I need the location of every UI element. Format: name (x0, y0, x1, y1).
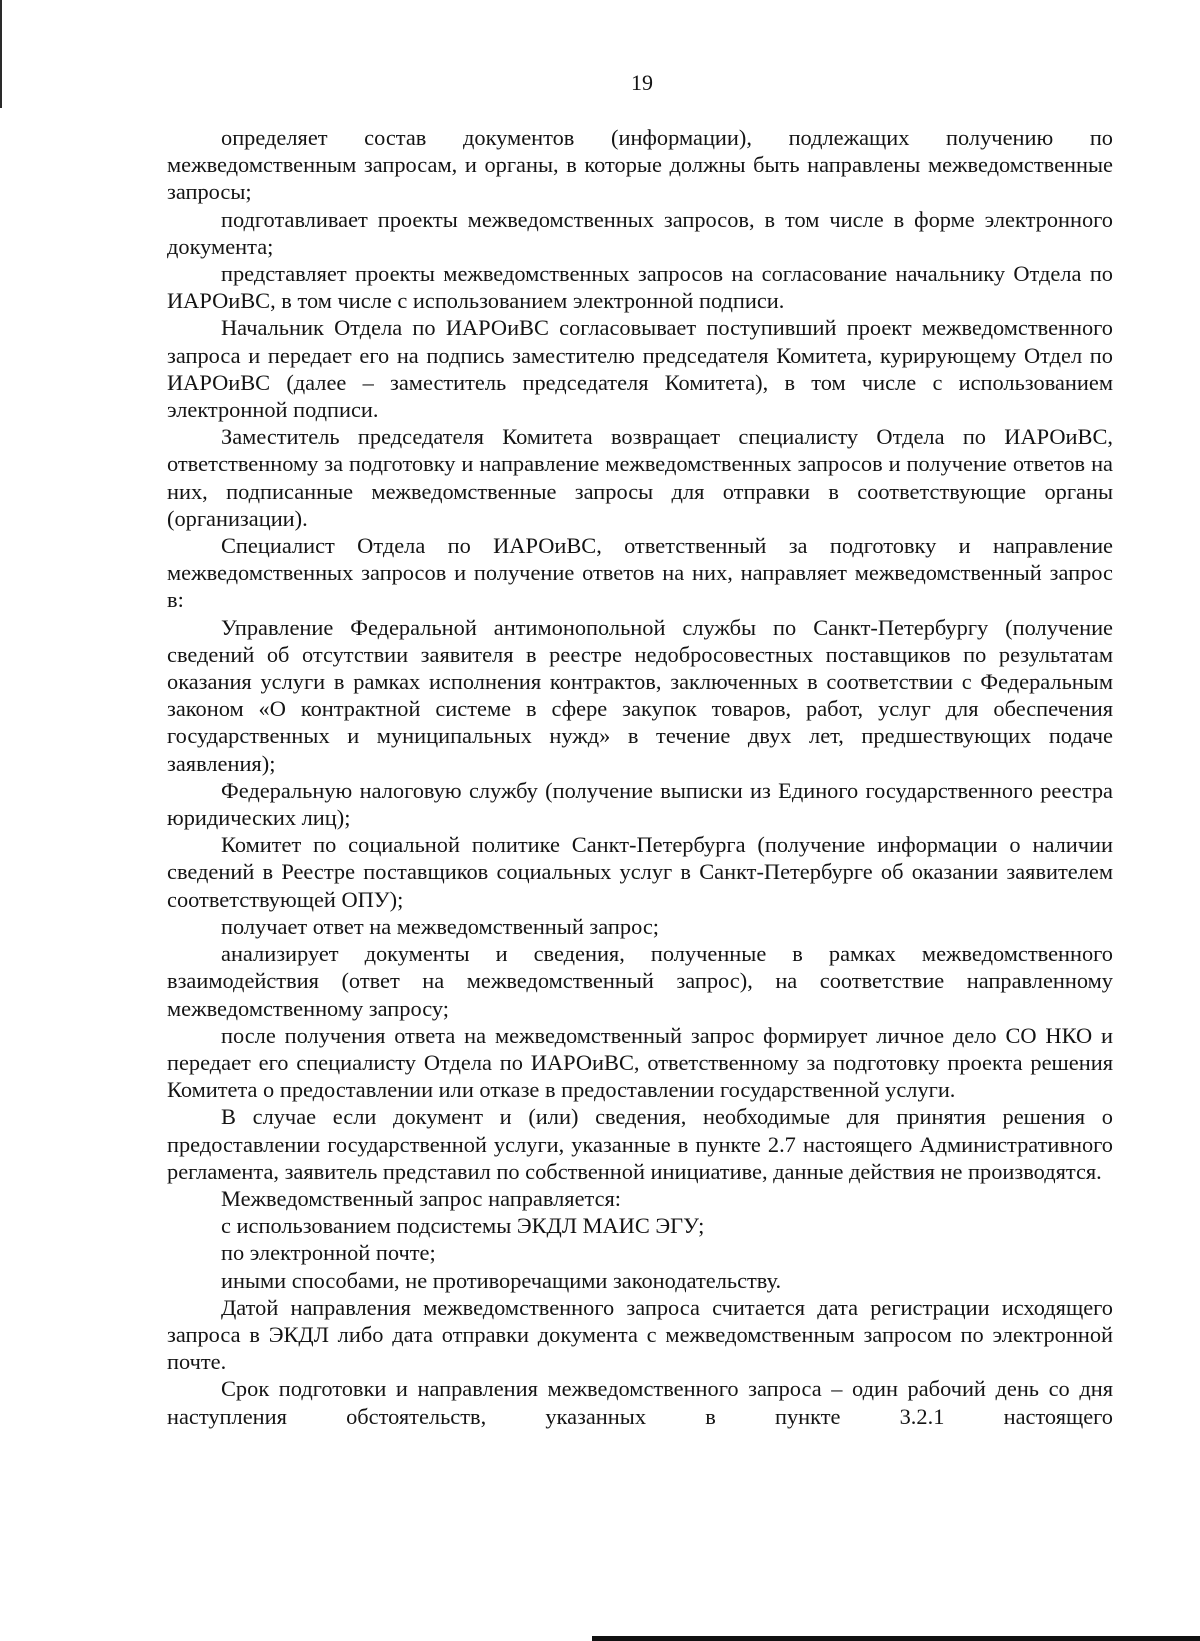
paragraph: после получения ответа на межведомственный запрос формирует личное дело СО НКО и передает его специалисту Отдела по ИАРОиВС, ответственному за подготовку проекта решения Комитета о предоставлении или отказе в предоставлении государственной услуги. (167, 1022, 1113, 1103)
page-number: 19 (631, 70, 653, 95)
paragraph: Межведомственный запрос направляется: (221, 1185, 622, 1211)
paragraph: Заместитель председателя Комитета возвращает специалисту Отдела по ИАРОиВС, ответственному за подготовку и направление межведомственных запросов и получение ответов на них, подписанные межведомственные запросы для отправки в соответствующие органы (организации). (167, 424, 1113, 531)
paragraph: Комитет по социальной политике Санкт-Петербурга (получение информации о наличии сведений в Реестре поставщиков социальных услуг в Санкт-Петербурге об оказании заявителем соответствующей ОПУ); (167, 832, 1113, 912)
paragraph: Срок подготовки и направления межведомственного запроса – один рабочий день со дня наступления обстоятельств, указанных в пункте 3.2.1 настоящего (167, 1376, 1113, 1429)
paragraph: Федеральную налоговую службу (получение выписки из Единого государственного реестра юридических лиц); (167, 777, 1113, 831)
paragraph: В случае если документ и (или) сведения, необходимые для принятия решения о предоставлении государственной услуги, указанные в пункте 2.7 настоящего Административного регламента, заявитель представил по собственной инициативе, данные действия не производятся. (167, 1104, 1113, 1184)
paragraph: представляет проекты межведомственных запросов на согласование начальнику Отдела по ИАРОиВС, в том числе с использованием электронной подписи. (167, 261, 1113, 314)
paragraph: по электронной почте; (221, 1240, 436, 1266)
paragraph: Специалист Отдела по ИАРОиВС, ответственный за подготовку и направление межведомственных запросов и получение ответов на них, направляет межведомственный запрос в: (167, 533, 1113, 613)
paragraph: подготавливает проекты межведомственных запросов, в том числе в форме электронного документа; (167, 206, 1113, 259)
paragraph: Начальник Отдела по ИАРОиВС согласовывает поступивший проект межведомственного запроса и передает его на подпись заместителю председателя Комитета, курирующему Отдел по ИАРОиВС (далее – заместитель председателя Комитета), в том числе с использованием электронной подписи. (167, 315, 1113, 423)
paragraph: с использованием подсистемы ЭКДЛ МАИС ЭГУ; (221, 1213, 705, 1239)
paragraph: анализирует документы и сведения, полученные в рамках межведомственного взаимодействия (ответ на межведомственный запрос), на соответствие направленному межведомственному запросу; (167, 941, 1113, 1021)
paragraph: определяет состав документов (информации), подлежащих получению по межведомственным запросам, и органы, в которые должны быть направлены межведомственные запросы; (167, 125, 1113, 205)
paragraph: получает ответ на межведомственный запрос; (221, 913, 659, 939)
bottom-scan-edge (592, 1636, 1200, 1641)
paragraph: Управление Федеральной антимонопольной службы по Санкт-Петербургу (получение сведений об отсутствии заявителя в реестре недобросовестных поставщиков по результатам оказания услуги в рамках исполнения контрактов, заключенных в соответствии с Федеральным законом «О контрактной системе в сфере закупок товаров, работ, услуг для обеспечения государственных и муниципальных нужд» в течение двух лет, предшествующих подаче заявления); (167, 614, 1113, 776)
paragraph: иными способами, не противоречащими законодательству. (221, 1267, 782, 1293)
document-body (167, 124, 1113, 1430)
paragraph: Датой направления межведомственного запроса считается дата регистрации исходящего запроса в ЭКДЛ либо дата отправки документа с межведомственным запросом по электронной почте. (167, 1294, 1113, 1375)
